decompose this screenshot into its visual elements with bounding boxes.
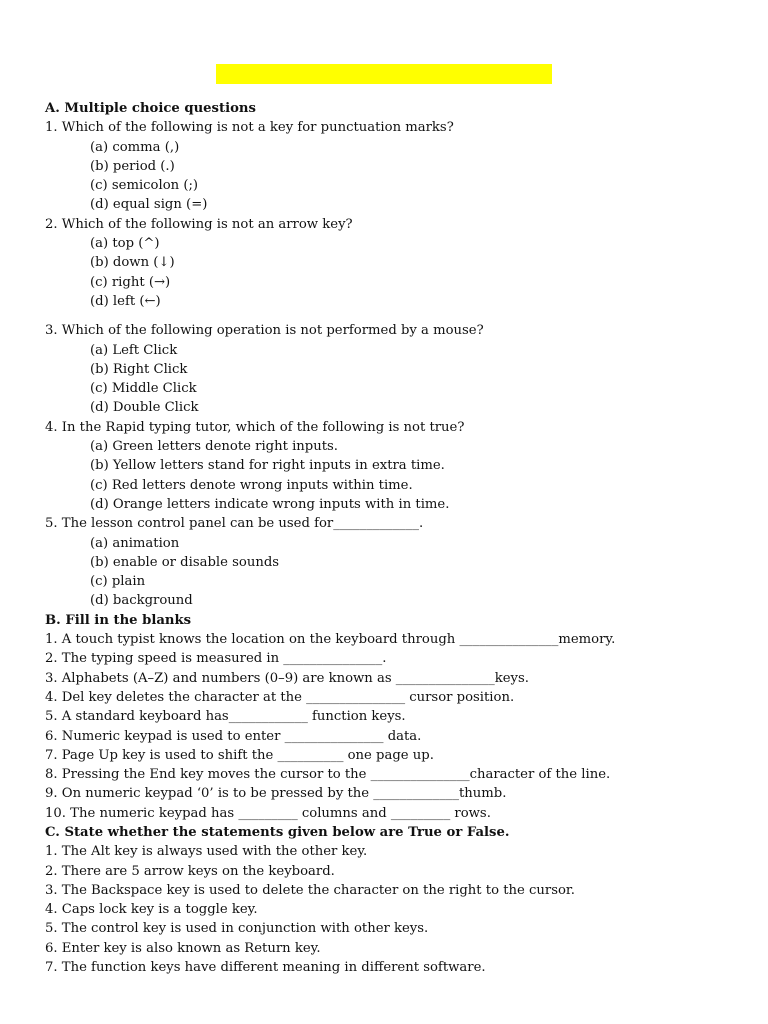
fill-blank-item: 1. A touch typist knows the location on the keyboard through _______________memory. bbox=[45, 632, 616, 648]
true-false-item: 6. Enter key is also known as Return key. bbox=[45, 940, 321, 956]
fill-blank-item: 8. Pressing the End key moves the cursor to the _______________character of the line. bbox=[45, 767, 611, 783]
question-block bbox=[45, 514, 745, 610]
answer-option: (b) Right Click bbox=[90, 361, 188, 377]
answer-option: (a) Green letters denote right inputs. bbox=[90, 439, 338, 455]
answer-option: (b) Yellow letters stand for right inputs in extra time. bbox=[90, 458, 445, 474]
fill-blank-item: 3. Alphabets (A–Z) and numbers (0–9) are known as _______________keys. bbox=[45, 670, 529, 686]
question-block bbox=[45, 215, 745, 311]
answer-option: (b) down (↓) bbox=[90, 255, 175, 271]
answer-option: (c) right (→) bbox=[90, 274, 171, 290]
answer-option: (d) Orange letters indicate wrong inputs with in time. bbox=[90, 496, 450, 512]
fill-blank-item: 9. On numeric keypad ‘0’ is to be pressed by the _____________thumb. bbox=[45, 786, 507, 802]
answer-option: (a) animation bbox=[90, 535, 180, 551]
question-text: 4. In the Rapid typing tutor, which of the following is not true? bbox=[45, 419, 465, 435]
question-text: 3. Which of the following operation is not performed by a mouse? bbox=[45, 323, 484, 339]
answer-option: (d) background bbox=[90, 593, 193, 609]
fill-blank-item: 5. A standard keyboard has____________ function keys. bbox=[45, 709, 406, 725]
answer-option: (d) left (←) bbox=[90, 293, 161, 309]
answer-option: (a) Left Click bbox=[90, 342, 178, 358]
answer-option: (c) Middle Click bbox=[90, 381, 197, 397]
true-false-item: 2. There are 5 arrow keys on the keyboard. bbox=[45, 863, 335, 879]
answer-option: (c) plain bbox=[90, 574, 146, 590]
fill-blank-item: 7. Page Up key is used to shift the __________ one page up. bbox=[45, 747, 434, 763]
fill-blank-item: 10. The numeric keypad has _________ columns and _________ rows. bbox=[45, 805, 491, 821]
answer-option: (d) Double Click bbox=[90, 400, 199, 416]
question-block bbox=[45, 321, 745, 417]
answer-option: (d) equal sign (=) bbox=[90, 197, 208, 213]
answer-option: (a) comma (,) bbox=[90, 139, 180, 155]
question-block bbox=[45, 418, 745, 514]
answer-option: (a) top (^) bbox=[90, 236, 160, 252]
question-text: 1. Which of the following is not a key for punctuation marks? bbox=[45, 120, 454, 136]
fill-blank-item: 6. Numeric keypad is used to enter _______________ data. bbox=[45, 728, 422, 744]
answer-option: (b) enable or disable sounds bbox=[90, 554, 280, 570]
fill-blank-item: 2. The typing speed is measured in _______________. bbox=[45, 651, 387, 667]
true-false-item: 7. The function keys have different meaning in different software. bbox=[45, 960, 486, 976]
true-false-item: 4. Caps lock key is a toggle key. bbox=[45, 902, 258, 918]
answer-option: (c) Red letters denote wrong inputs within time. bbox=[90, 477, 413, 493]
spacer bbox=[45, 311, 745, 321]
question-block bbox=[45, 118, 745, 214]
section-c-heading: C. State whether the statements given below are True or False. bbox=[45, 824, 510, 840]
title-highlight-bar bbox=[216, 64, 552, 84]
worksheet-content bbox=[45, 99, 745, 977]
true-false-item: 3. The Backspace key is used to delete the character on the right to the cursor. bbox=[45, 882, 575, 898]
question-text: 5. The lesson control panel can be used for_____________. bbox=[45, 516, 424, 532]
question-text: 2. Which of the following is not an arrow key? bbox=[45, 216, 353, 232]
answer-option: (b) period (.) bbox=[90, 158, 175, 174]
section-a-heading: A. Multiple choice questions bbox=[45, 101, 256, 116]
true-false-item: 5. The control key is used in conjunction with other keys. bbox=[45, 921, 429, 937]
answer-option: (c) semicolon (;) bbox=[90, 178, 199, 194]
section-b-heading: B. Fill in the blanks bbox=[45, 612, 192, 628]
fill-blank-item: 4. Del key deletes the character at the _______________ cursor position. bbox=[45, 689, 515, 705]
true-false-item: 1. The Alt key is always used with the other key. bbox=[45, 844, 368, 860]
